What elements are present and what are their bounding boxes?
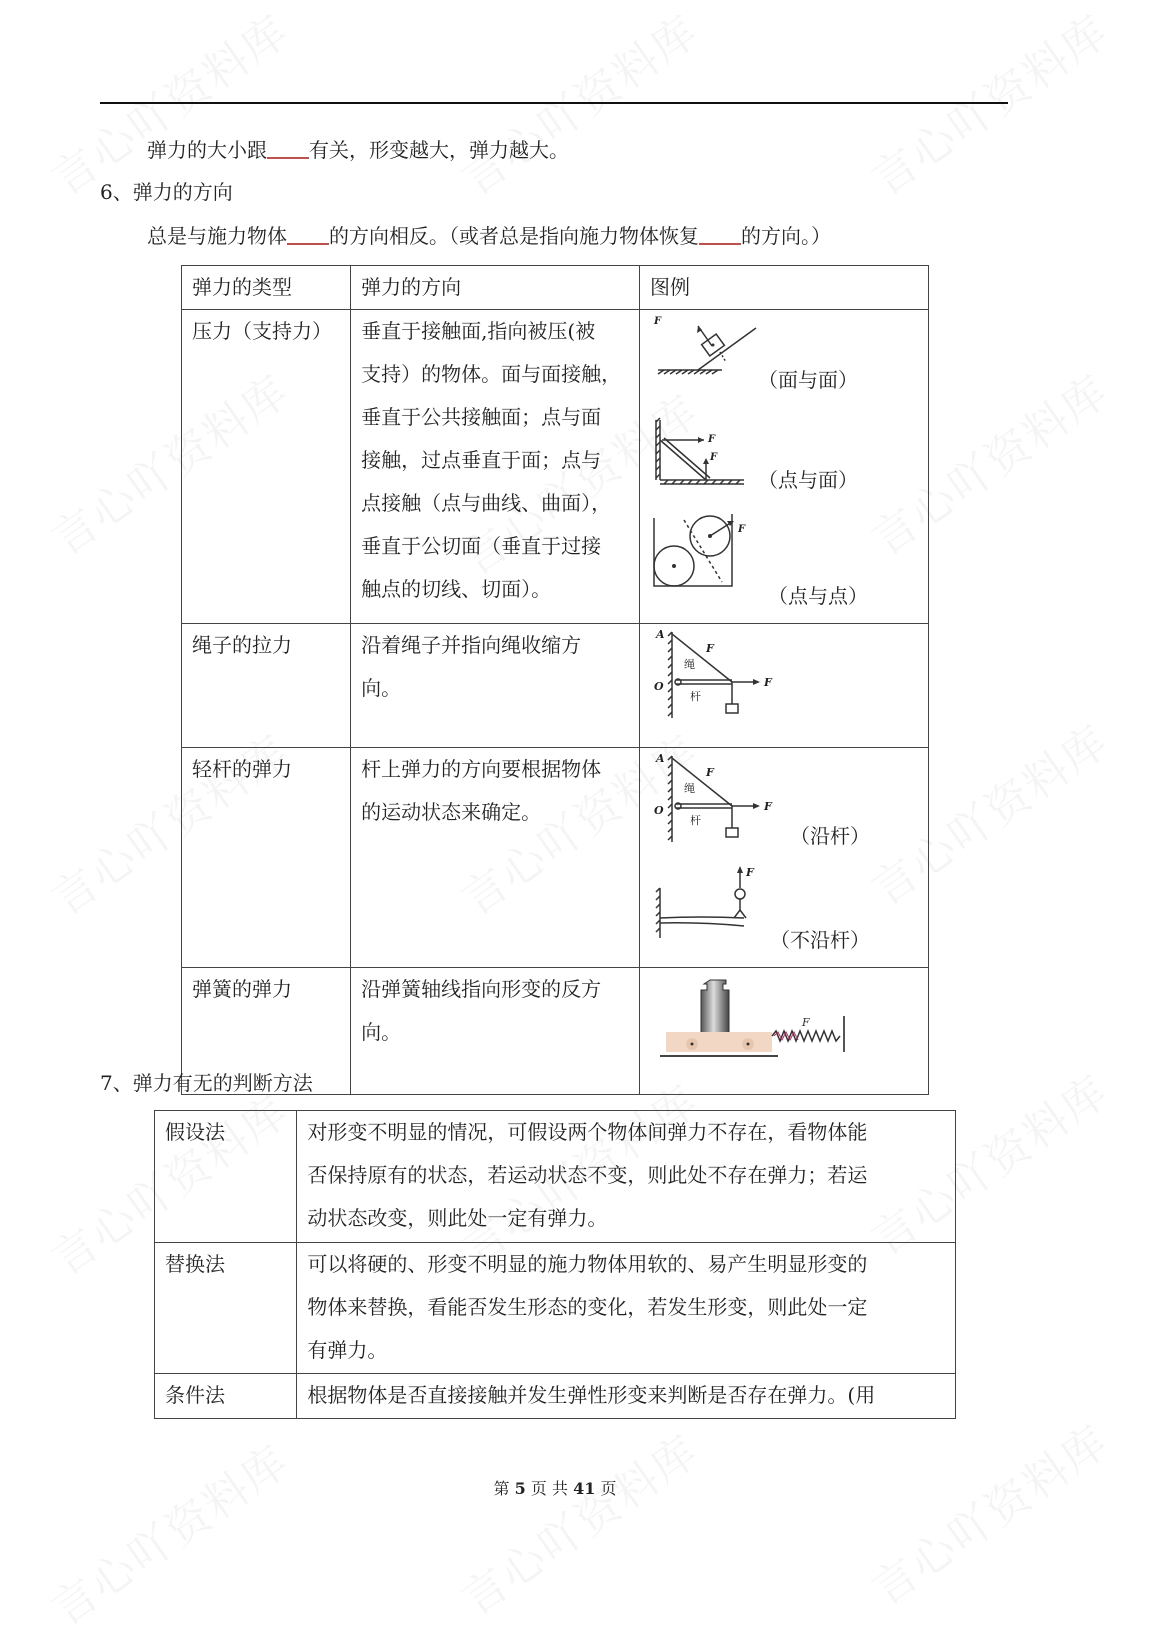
table-row — [182, 748, 929, 968]
ft-label: F — [705, 766, 714, 779]
point-o-label: O — [653, 804, 664, 817]
point-a-label: A — [655, 628, 665, 641]
footer-text: 页 — [600, 1479, 617, 1498]
footer-text: 页 共 — [530, 1479, 568, 1498]
cell-line: 的运动状态来确定。 — [361, 800, 542, 824]
description-cell — [297, 1374, 956, 1419]
fill-blank — [267, 137, 309, 159]
ft-label: F — [705, 642, 714, 655]
header-cell: 弹力的类型 — [182, 266, 351, 310]
caption-point-point: （点与点） — [767, 584, 868, 608]
caption-point-surface: （点与面） — [757, 468, 858, 492]
fn-label: F — [707, 434, 716, 445]
fill-blank — [699, 223, 741, 245]
cell-line: 动状态改变，则此处一定有弹力。 — [307, 1206, 608, 1230]
fn-label: F — [709, 452, 718, 463]
cell-line: 支持）的物体。面与面接触， — [361, 362, 622, 386]
point-o-label: O — [653, 680, 664, 693]
figure-cell — [639, 968, 928, 1095]
fn-label: F — [763, 676, 772, 689]
caption-surface-surface: （面与面） — [757, 368, 858, 392]
table-row — [155, 1374, 956, 1419]
direction-cell — [351, 748, 640, 968]
figure-cell — [639, 748, 928, 968]
cell-line: 垂直于公共接触面；点与面 — [361, 405, 602, 429]
direction-cell — [351, 968, 640, 1095]
direction-cell — [351, 310, 640, 624]
fn-label: F — [745, 866, 754, 879]
cell-line: 沿着绳子并指向绳收缩方 — [361, 633, 582, 657]
section6-text — [147, 223, 831, 248]
fill-blank — [287, 223, 329, 245]
cell-line: 根据物体是否直接接触并发生弹性形变来判断是否存在弹力。(用 — [307, 1383, 876, 1407]
header-cell: 图例 — [639, 266, 928, 310]
text-part: 的方向相反。（或者总是指向施力物体恢复 — [329, 224, 699, 248]
table-row — [182, 624, 929, 748]
cell-line: 物体来替换，看能否发生形态的变化，若发生形变，则此处一定 — [307, 1295, 868, 1319]
rod-figures — [640, 748, 928, 966]
section6-heading: 6、弹力的方向 — [100, 180, 233, 204]
intro-after: 有关，形变越大，弹力越大。 — [309, 138, 569, 162]
cell-line: 沿弹簧轴线指向形变的反方 — [361, 977, 602, 1001]
method-cell: 条件法 — [155, 1374, 297, 1419]
cell-line: 接触，过点垂直于面；点与 — [361, 448, 602, 472]
cell-line: 垂直于公切面（垂直于过接 — [361, 534, 602, 558]
cell-line: 否保持原有的状态，若运动状态不变，则此处不存在弹力；若运 — [307, 1163, 868, 1187]
cell-line: 向。 — [361, 1020, 402, 1044]
text-part: 总是与施力物体 — [147, 224, 287, 248]
cell-line: 点接触（点与曲线、曲面）， — [361, 491, 612, 515]
text-part: 的方向。） — [741, 224, 831, 248]
caption-not-along-rod: （不沿杆） — [769, 928, 870, 952]
section7-heading: 7、弹力有无的判断方法 — [100, 1071, 313, 1095]
cell-line: 向。 — [361, 676, 402, 700]
header-rule — [100, 102, 1008, 104]
type-cell: 轻杆的弹力 — [182, 748, 351, 968]
cell-line: 可以将硬的、形变不明显的施力物体用软的、易产生明显形变的 — [307, 1252, 868, 1276]
method-cell: 替换法 — [155, 1243, 297, 1374]
description-cell — [297, 1243, 956, 1374]
pressure-diagrams — [640, 310, 928, 622]
table-row — [155, 1111, 956, 1243]
watermark — [447, 1417, 710, 1628]
footer-text: 第 — [493, 1479, 510, 1498]
cell-line: 对形变不明显的情况，可假设两个物体间弹力不存在，看物体能 — [307, 1120, 868, 1144]
intro-before: 弹力的大小跟 — [147, 138, 267, 162]
point-a-label: A — [655, 752, 665, 765]
judgement-methods-table — [154, 1110, 956, 1419]
type-cell: 压力（支持力） — [182, 310, 351, 624]
watermark — [857, 1407, 1120, 1618]
cell-line: 垂直于接触面,指向被压(被 — [361, 319, 596, 343]
description-cell — [297, 1111, 956, 1243]
cell-line: 触点的切线、切面）。 — [361, 577, 552, 601]
rope-label: 绳 — [683, 658, 695, 671]
fn-label: F — [737, 524, 746, 535]
caption-along-rod: （沿杆） — [789, 824, 870, 848]
cell-line: 杆上弹力的方向要根据物体 — [361, 757, 602, 781]
page-footer — [0, 1476, 1110, 1499]
total-pages: 41 — [573, 1479, 596, 1498]
type-cell: 弹簧的弹力 — [182, 968, 351, 1095]
rod-label: 杆 — [689, 690, 701, 703]
cell-line: 有弹力。 — [307, 1338, 388, 1362]
watermark — [37, 1427, 300, 1637]
type-cell: 绳子的拉力 — [182, 624, 351, 748]
direction-cell — [351, 624, 640, 748]
fn-label: F — [653, 316, 662, 327]
method-cell: 假设法 — [155, 1111, 297, 1243]
elastic-force-direction-table — [181, 265, 929, 1095]
rope-label: 绳 — [683, 782, 695, 795]
rod-label: 杆 — [689, 814, 701, 827]
table-row — [182, 310, 929, 624]
pressure-figures — [640, 310, 928, 622]
spring-diagram — [640, 968, 928, 1079]
intro-line — [147, 137, 569, 162]
header-cell: 弹力的方向 — [351, 266, 640, 310]
rope-diagram — [640, 624, 928, 732]
current-page: 5 — [514, 1479, 526, 1498]
figure-cell — [639, 310, 928, 624]
fn-label: F — [763, 800, 772, 813]
figure-cell — [639, 624, 928, 748]
force-f-label: F — [801, 1016, 810, 1029]
table-header-row — [182, 266, 929, 310]
table-row — [155, 1243, 956, 1374]
